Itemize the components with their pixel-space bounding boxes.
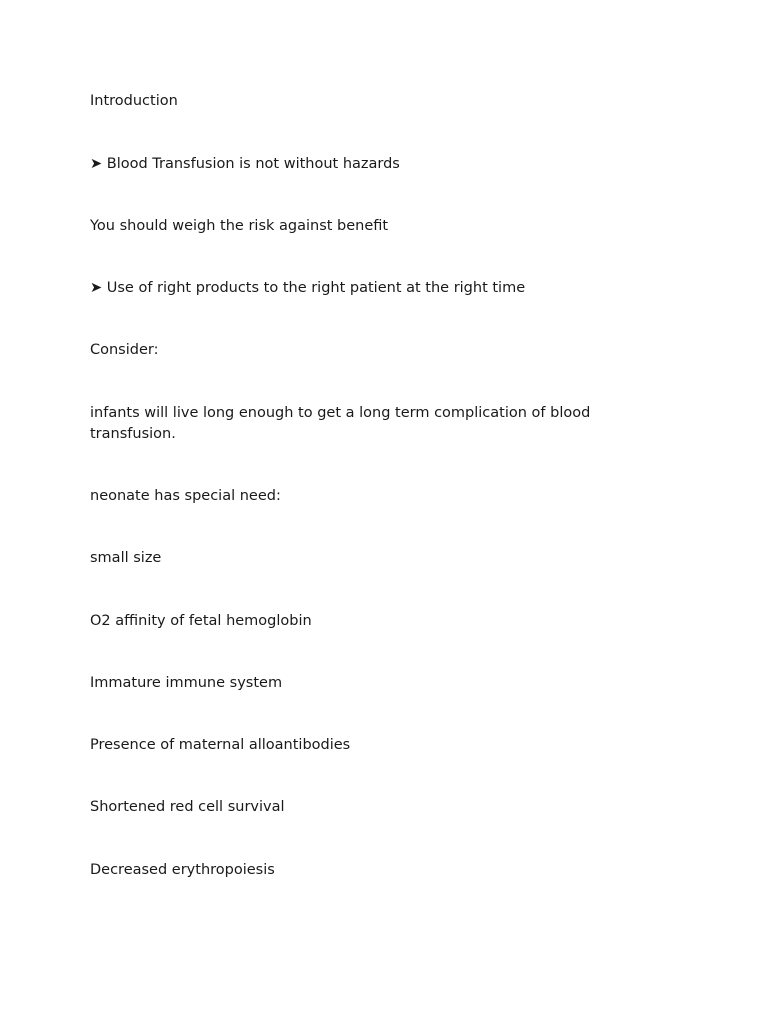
paragraph-infants-complication: infants will live long enough to get a long term complication of blood transfusion.	[90, 405, 591, 442]
paragraph-neonate-needs: neonate has special need:	[90, 488, 281, 504]
list-item-small-size: small size	[90, 550, 162, 566]
list-item-o2-affinity: O2 affinity of fetal hemoglobin	[90, 613, 312, 629]
list-item-maternal-alloantibodies: Presence of maternal alloantibodies	[90, 737, 351, 753]
paragraph-risk-benefit: You should weigh the risk against benefit	[90, 218, 389, 234]
heading-introduction: Introduction	[90, 93, 178, 109]
bullet-right-products: ➤ Use of right products to the right patient at the right time	[90, 280, 526, 296]
list-item-immature-immune: Immature immune system	[90, 675, 283, 691]
paragraph-consider: Consider:	[90, 342, 159, 358]
list-item-red-cell-survival: Shortened red cell survival	[90, 799, 285, 815]
list-item-erythropoiesis: Decreased erythropoiesis	[90, 862, 275, 878]
bullet-hazards: ➤ Blood Transfusion is not without hazards	[90, 156, 400, 172]
